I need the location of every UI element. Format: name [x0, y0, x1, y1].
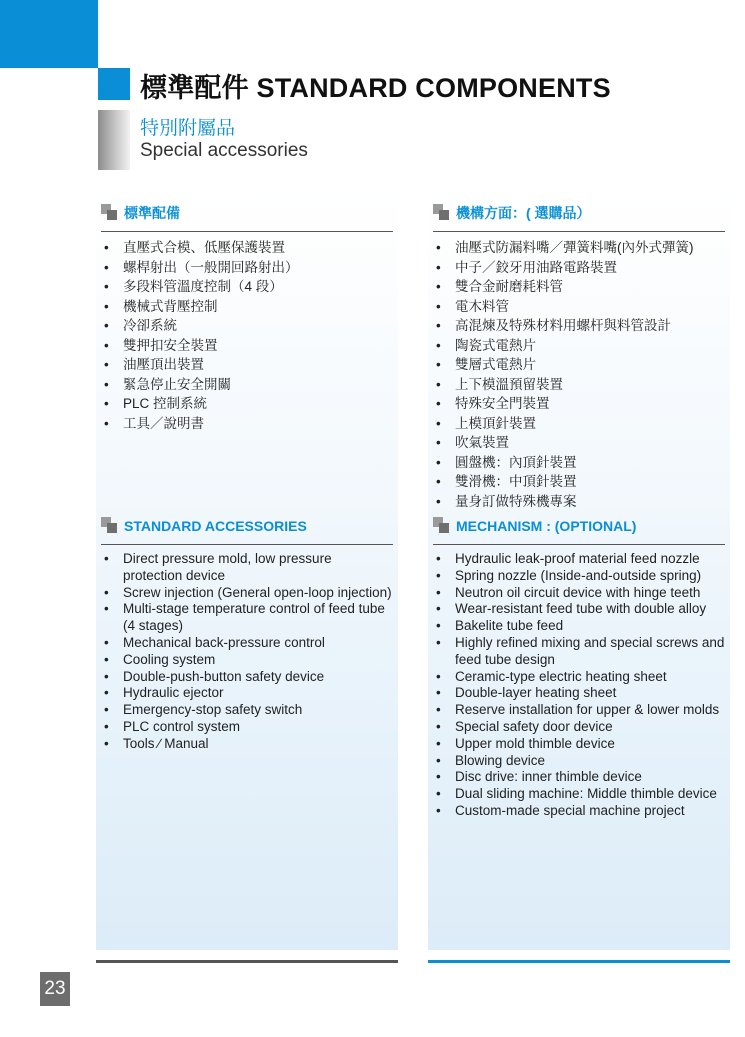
- list-item: • PLC control system: [101, 719, 393, 736]
- list-item: • 雙押扣安全裝置: [101, 336, 393, 356]
- mechanism-en-section: [433, 516, 725, 820]
- list-item: • 電木料管: [433, 297, 725, 317]
- section-divider: [433, 231, 725, 232]
- corner-accent-block: [0, 0, 98, 68]
- list-item: • 吹氣裝置: [433, 433, 725, 453]
- list-item: • 中子／鉸牙用油路電路裝置: [433, 258, 725, 278]
- list-item: • 直壓式合模、低壓保護裝置: [101, 238, 393, 258]
- standard-en-list: [101, 551, 393, 753]
- standard-en-section: [101, 516, 393, 753]
- list-item: • 量身訂做特殊機專案: [433, 492, 725, 512]
- list-item: • 多段料管溫度控制（4 段）: [101, 277, 393, 297]
- section-squares-icon: [433, 517, 451, 535]
- list-item: • 螺桿射出（一般開回路射出）: [101, 258, 393, 278]
- list-item: • Hydraulic ejector: [101, 685, 393, 702]
- list-item: • Cooling system: [101, 652, 393, 669]
- list-item: • Emergency-stop safety switch: [101, 702, 393, 719]
- list-item: • Spring nozzle (Inside-and-outside spring): [433, 568, 725, 585]
- list-item: • 工具／說明書: [101, 414, 393, 434]
- mechanism-zh-list: [433, 238, 725, 511]
- list-item: • 油壓頂出裝置: [101, 355, 393, 375]
- section-squares-icon: [433, 204, 451, 222]
- list-item: • 雙層式電熱片: [433, 355, 725, 375]
- section-title: MECHANISM : (OPTIONAL): [456, 518, 637, 534]
- list-item: • Double-push-button safety device: [101, 669, 393, 686]
- section-header: [433, 516, 725, 536]
- list-item: • 上下模溫預留裝置: [433, 375, 725, 395]
- section-header: [101, 516, 393, 536]
- section-title: STANDARD ACCESSORIES: [124, 518, 307, 534]
- list-item: • 圓盤機：內頂針裝置: [433, 453, 725, 473]
- list-item: • Hydraulic leak-proof material feed nozzle: [433, 551, 725, 568]
- list-item: • 雙滑機：中頂針裝置: [433, 472, 725, 492]
- list-item: • Blowing device: [433, 753, 725, 770]
- list-item: • Special safety door device: [433, 719, 725, 736]
- subtitle-marker: [98, 110, 130, 170]
- list-item: • Ceramic-type electric heating sheet: [433, 669, 725, 686]
- section-title: 標準配備: [124, 205, 180, 221]
- list-item: • 陶瓷式電熱片: [433, 336, 725, 356]
- list-item: • 機械式背壓控制: [101, 297, 393, 317]
- page-number: 23: [40, 972, 70, 1006]
- list-item: • Neutron oil circuit device with hinge teeth: [433, 585, 725, 602]
- left-bottom-rule: [96, 960, 398, 963]
- subtitle-english: Special accessories: [140, 140, 308, 161]
- mechanism-en-list: [433, 551, 725, 820]
- list-item: • Double-layer heating sheet: [433, 685, 725, 702]
- section-divider: [101, 231, 393, 232]
- mechanism-zh-section: [433, 203, 725, 511]
- list-item: • Multi-stage temperature control of feed tube (4 stages): [101, 601, 393, 635]
- list-item: • Bakelite tube feed: [433, 618, 725, 635]
- list-item: • Custom-made special machine project: [433, 803, 725, 820]
- list-item: • 特殊安全門裝置: [433, 394, 725, 414]
- section-title: 機構方面：( 選購品）: [456, 205, 591, 221]
- list-item: • PLC 控制系統: [101, 394, 393, 414]
- subtitle-chinese: 特別附屬品: [140, 118, 236, 139]
- page-title: 標準配件 STANDARD COMPONENTS: [140, 73, 611, 103]
- list-item: • 雙合金耐磨耗料管: [433, 277, 725, 297]
- list-item: • 高混煉及特殊材料用螺杆與料管設計: [433, 316, 725, 336]
- list-item: • Disc drive: inner thimble device: [433, 769, 725, 786]
- list-item: • Upper mold thimble device: [433, 736, 725, 753]
- section-divider: [101, 544, 393, 545]
- standard-zh-section: [101, 203, 393, 433]
- standard-zh-list: [101, 238, 393, 433]
- list-item: • Highly refined mixing and special screws and feed tube design: [433, 635, 725, 669]
- section-squares-icon: [101, 204, 119, 222]
- list-item: • Wear-resistant feed tube with double alloy: [433, 601, 725, 618]
- list-item: • Dual sliding machine: Middle thimble device: [433, 786, 725, 803]
- list-item: • 上模頂針裝置: [433, 414, 725, 434]
- list-item: • Mechanical back-pressure control: [101, 635, 393, 652]
- section-divider: [433, 544, 725, 545]
- list-item: • 緊急停止安全開關: [101, 375, 393, 395]
- list-item: • 冷卻系統: [101, 316, 393, 336]
- section-header: [101, 203, 393, 223]
- list-item: • 油壓式防漏料嘴／彈簧料嘴(內外式彈簧): [433, 238, 725, 258]
- list-item: • Screw injection (General open-loop injection): [101, 585, 393, 602]
- list-item: • Tools ∕ Manual: [101, 736, 393, 753]
- section-squares-icon: [101, 517, 119, 535]
- section-header: [433, 203, 725, 223]
- title-marker: [98, 68, 130, 100]
- list-item: • Direct pressure mold, low pressure protection device: [101, 551, 393, 585]
- right-bottom-rule: [428, 960, 730, 963]
- list-item: • Reserve installation for upper & lower molds: [433, 702, 725, 719]
